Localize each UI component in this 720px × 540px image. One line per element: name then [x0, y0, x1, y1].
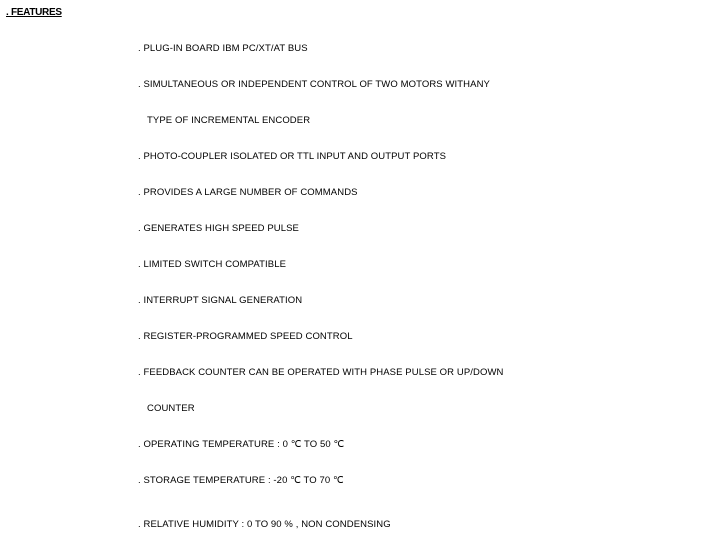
feature-item: . SIMULTANEOUS OR INDEPENDENT CONTROL OF TWO MOTORS WITHANY	[138, 79, 490, 90]
feature-item: . REGISTER-PROGRAMMED SPEED CONTROL	[138, 331, 353, 342]
feature-item-continuation: TYPE OF INCREMENTAL ENCODER	[147, 115, 311, 126]
feature-item: . STORAGE TEMPERATURE : -20 ℃ TO 70 ℃	[138, 475, 344, 486]
feature-item: . LIMITED SWITCH COMPATIBLE	[138, 259, 287, 270]
feature-item: . RELATIVE HUMIDITY : 0 TO 90 % , NON CONDENSING	[138, 519, 391, 530]
feature-item: . PROVIDES A LARGE NUMBER OF COMMANDS	[138, 187, 358, 198]
features-heading: . FEATURES	[6, 7, 62, 18]
feature-item: . FEEDBACK COUNTER CAN BE OPERATED WITH PHASE PULSE OR UP/DOWN	[138, 367, 504, 378]
feature-item: . GENERATES HIGH SPEED PULSE	[138, 223, 299, 234]
feature-item: . PHOTO-COUPLER ISOLATED OR TTL INPUT AND OUTPUT PORTS	[138, 151, 447, 162]
feature-item: . INTERRUPT SIGNAL GENERATION	[138, 295, 303, 306]
feature-item: . OPERATING TEMPERATURE : 0 ℃ TO 50 ℃	[138, 439, 345, 450]
feature-item-continuation: COUNTER	[147, 403, 195, 414]
feature-item: . PLUG-IN BOARD IBM PC/XT/AT BUS	[138, 43, 308, 54]
